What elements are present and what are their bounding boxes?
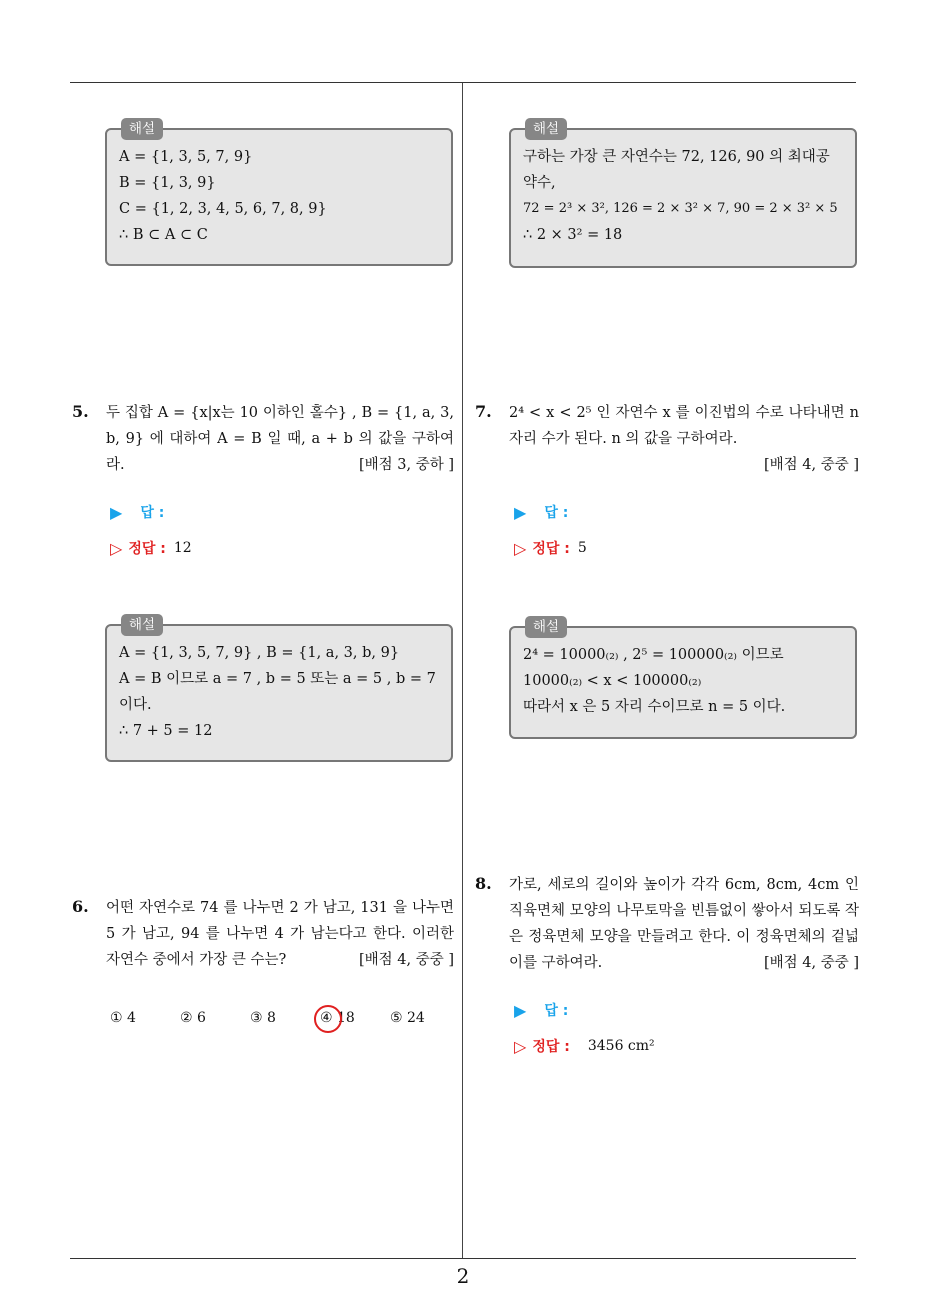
correct-label: 정답 : xyxy=(532,1039,570,1055)
bottom-rule xyxy=(70,1258,856,1259)
choice-value: 6 xyxy=(197,1010,206,1026)
choice-value: 24 xyxy=(407,1010,425,1026)
answer-input-row[interactable] xyxy=(514,1000,568,1020)
explanation-tag: 해설 xyxy=(121,614,163,636)
choice-value: 8 xyxy=(267,1010,276,1026)
explanation-tag: 해설 xyxy=(525,118,567,140)
question-5 xyxy=(106,400,454,478)
explanation-line: 이다. xyxy=(119,697,152,713)
answer-label: 답 : xyxy=(140,505,165,521)
column-divider xyxy=(462,83,463,1258)
explanation-line: ∴ 2 × 3² = 18 xyxy=(523,227,623,243)
explanation-line: 따라서 x 은 5 자리 수이므로 n = 5 이다. xyxy=(523,699,786,715)
explanation-line: A = {1, 3, 5, 7, 9} , B = {1, a, 3, b, 9} xyxy=(119,645,400,661)
question-number-6: 6. xyxy=(72,897,89,916)
choice-4-selected[interactable] xyxy=(320,1010,390,1026)
explanation-line: 구하는 가장 큰 자연수는 72, 126, 90 의 최대공약수, xyxy=(523,149,830,191)
question-meta: [배점 4, 중중 ] xyxy=(358,952,454,968)
play-icon: ▶ xyxy=(110,502,123,522)
play-icon: ▶ xyxy=(514,1000,527,1020)
explanation-box-q4 xyxy=(105,121,453,266)
question-text: 두 집합 A = {x|x는 10 이하인 홀수} , B = {1, a, 3, b, 9} 에 대하여 A = B 일 때, a + b 의 값을 구하여라. xyxy=(106,405,454,473)
question-meta: [배점 3, 중하 ] xyxy=(358,457,454,473)
question-text: 2⁴ < x < 2⁵ 인 자연수 x 를 이진법의 수로 나타내면 n 자리 수가 된다. n 의 값을 구하여라. xyxy=(509,405,859,447)
choice-value: 18 xyxy=(337,1010,355,1026)
explanation-line: C = {1, 2, 3, 4, 5, 6, 7, 8, 9} xyxy=(119,201,327,217)
explanation-tag: 해설 xyxy=(525,616,567,638)
explanation-line: A = B 이므로 a = 7 , b = 5 또는 a = 5 , b = 7 xyxy=(119,671,436,687)
question-number-5: 5. xyxy=(72,402,89,421)
question-meta: [배점 4, 중중 ] xyxy=(763,955,859,971)
answer-input-row[interactable] xyxy=(110,502,164,522)
explanation-line: ∴ B ⊂ A ⊂ C xyxy=(119,227,208,243)
play-icon: ▶ xyxy=(514,502,527,522)
choice-2[interactable] xyxy=(180,1010,250,1026)
choice-1[interactable] xyxy=(110,1010,180,1026)
correct-label: 정답 : xyxy=(532,541,570,557)
choice-list xyxy=(110,1010,460,1026)
explanation-line: B = {1, 3, 9} xyxy=(119,175,216,191)
correct-answer-row xyxy=(110,538,192,558)
question-text: 어떤 자연수로 74 를 나누면 2 가 남고, 131 을 나누면 5 가 남고, 94 를 나누면 4 가 남는다고 한다. 이러한 자연수 중에서 가장 큰 수는? xyxy=(106,900,454,968)
selected-circle-icon xyxy=(314,1005,342,1033)
question-7 xyxy=(509,400,859,478)
choice-mark: ⑤ xyxy=(390,1010,403,1026)
explanation-box-q5 xyxy=(105,617,453,762)
correct-answer-row xyxy=(514,1036,655,1056)
correct-answer-row xyxy=(514,538,587,558)
page-number: 2 xyxy=(456,1264,470,1288)
question-text: 가로, 세로의 길이와 높이가 각각 6cm, 8cm, 4cm 인 직육면체 모양의 나무토막을 빈틈없이 쌓아서 되도록 작은 정육면체 모양을 만들려고 한다. 이 정육면체의 겉넓이를 구하여라. xyxy=(509,877,859,971)
explanation-line: 2⁴ = 10000₍₂₎ , 2⁵ = 100000₍₂₎ 이므로 xyxy=(523,647,784,663)
answer-label: 답 : xyxy=(544,1003,569,1019)
choice-3[interactable] xyxy=(250,1010,320,1026)
choice-mark: ② xyxy=(180,1010,193,1026)
explanation-tag: 해설 xyxy=(121,118,163,140)
correct-value: 3456 cm² xyxy=(587,1038,655,1054)
explanation-line: A = {1, 3, 5, 7, 9} xyxy=(119,149,253,165)
choice-mark: ③ xyxy=(250,1010,263,1026)
choice-5[interactable] xyxy=(390,1010,460,1026)
choice-value: 4 xyxy=(127,1010,136,1026)
question-number-8: 8. xyxy=(475,874,492,893)
explanation-line: 10000₍₂₎ < x < 100000₍₂₎ xyxy=(523,673,702,689)
answer-input-row[interactable] xyxy=(514,502,568,522)
correct-value: 5 xyxy=(577,540,587,556)
correct-value: 12 xyxy=(173,540,192,556)
choice-mark: ① xyxy=(110,1010,123,1026)
answer-label: 답 : xyxy=(544,505,569,521)
open-triangle-icon: ▷ xyxy=(110,538,123,558)
question-meta: [배점 4, 중중 ] xyxy=(763,457,859,473)
open-triangle-icon: ▷ xyxy=(514,1036,527,1056)
correct-label: 정답 : xyxy=(128,541,166,557)
explanation-box-q6 xyxy=(509,121,857,268)
explanation-line: 72 = 2³ × 3², 126 = 2 × 3² × 7, 90 = 2 × 3² × 5 xyxy=(523,201,838,216)
choice-mark: ④ xyxy=(320,1010,333,1026)
explanation-line: ∴ 7 + 5 = 12 xyxy=(119,723,213,739)
question-8 xyxy=(509,872,859,976)
question-6 xyxy=(106,895,454,973)
explanation-box-q7 xyxy=(509,619,857,739)
open-triangle-icon: ▷ xyxy=(514,538,527,558)
top-rule xyxy=(70,82,856,83)
question-number-7: 7. xyxy=(475,402,492,421)
